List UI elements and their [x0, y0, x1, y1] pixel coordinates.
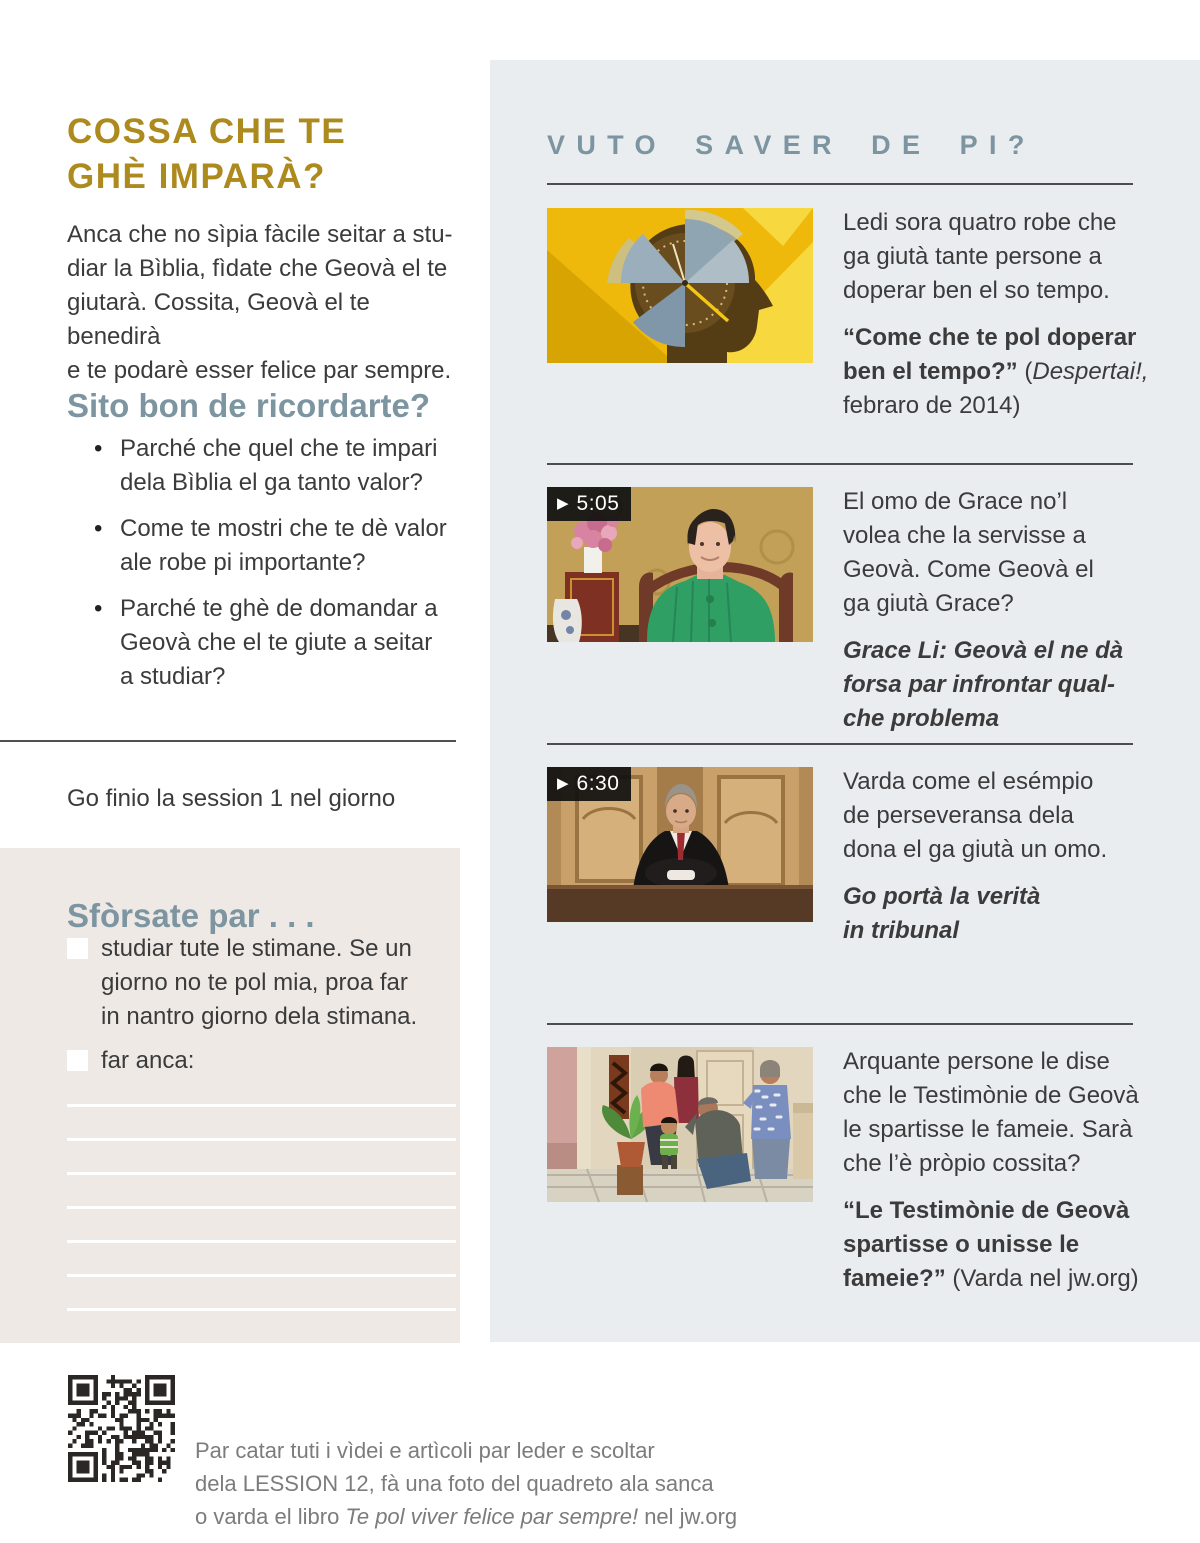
- body-line: ga giutà Grace?: [843, 590, 1014, 617]
- cta-segment: (Varda nel jw.org): [945, 1265, 1139, 1292]
- intro-line: Anca che no sìpia fàcile seitar a stu-: [67, 221, 453, 248]
- bullet-text: [120, 592, 438, 694]
- body-line: ga giutà tante persone a: [843, 243, 1102, 270]
- body-line: Ledi sora quatro robe che: [843, 209, 1117, 236]
- strive-task-row: [67, 932, 417, 1034]
- body-line: Geovà. Come Geovà el: [843, 556, 1094, 583]
- cta-segment: ben el tempo?”: [843, 358, 1018, 385]
- body-line: volea che la servisse a: [843, 522, 1086, 549]
- body-line: le spartisse le fameie. Sarà: [843, 1116, 1133, 1143]
- cta-segment: fameie?”: [843, 1265, 946, 1292]
- body-line: Varda come el esémpio: [843, 768, 1094, 795]
- bullet-line: dela Bìblia el ga tanto valor?: [120, 469, 423, 496]
- article-thumbnail-family[interactable]: [547, 1047, 813, 1202]
- task-line: studiar tute le stimane. Se un: [101, 935, 412, 962]
- writing-line[interactable]: [67, 1206, 456, 1209]
- item-text-block: [843, 485, 1153, 736]
- strive-task-text: [101, 1044, 194, 1078]
- task-line: giorno no te pol mia, proa far: [101, 969, 408, 996]
- lesson-learn-title: [67, 109, 346, 199]
- writing-line[interactable]: [67, 1104, 456, 1107]
- task-line: in nantro giorno dela stimana.: [101, 1003, 418, 1030]
- bullet-line: Geovà che el te giute a seitar: [120, 629, 433, 656]
- left-divider-rule: [0, 740, 456, 742]
- writing-line[interactable]: [67, 1274, 456, 1277]
- intro-line: diar la Bìblia, fìdate che Geovà el te: [67, 255, 448, 282]
- item-divider-rule: [547, 183, 1133, 185]
- video-title-line: forsa par infrontar qual-: [843, 671, 1116, 698]
- qr-code-graphic: [68, 1375, 175, 1482]
- bullet-dot: •: [94, 515, 103, 542]
- body-line: doperar ben el so tempo.: [843, 277, 1110, 304]
- checkbox-empty[interactable]: [67, 938, 88, 959]
- remember-bullet-list: [94, 432, 454, 706]
- lesson-learn-title-line2: GHÈ IMPARÀ?: [67, 157, 326, 197]
- footer-line: Par catar tuti i vìdei e artìcoli par leder e scoltar: [195, 1438, 655, 1463]
- qr-code-icon: [68, 1375, 175, 1482]
- family-doorway-illustration: [547, 1047, 813, 1202]
- item-body: [843, 485, 1153, 621]
- video-duration: 5:05: [576, 492, 620, 515]
- magazine-title: Despertai!,: [1032, 358, 1149, 385]
- item-divider-rule: [547, 1023, 1133, 1025]
- cta-line: “Come che te pol doperar: [843, 324, 1137, 351]
- item-cta: [843, 634, 1153, 736]
- cta-line: [843, 355, 1153, 389]
- bullet-text: [120, 512, 447, 580]
- item-divider-rule: [547, 743, 1133, 745]
- item-divider-rule: [547, 463, 1133, 465]
- writing-line[interactable]: [67, 1172, 456, 1175]
- body-line: El omo de Grace no’l: [843, 488, 1068, 515]
- learn-more-title: VUTO SAVER DE PI?: [547, 130, 1036, 161]
- intro-line: e te podarè esser felice par sempre.: [67, 357, 452, 384]
- writing-line[interactable]: [67, 1308, 456, 1311]
- cta-line: “Le Testimònie de Geovà: [843, 1197, 1130, 1224]
- intro-paragraph: [67, 218, 467, 388]
- strive-panel: [0, 848, 460, 1343]
- footer-line: [195, 1500, 737, 1533]
- item-cta: [843, 880, 1153, 948]
- item-cta: [843, 321, 1153, 423]
- strive-task-text: [101, 932, 417, 1034]
- video-title-line: che problema: [843, 705, 1000, 732]
- checkbox-empty[interactable]: [67, 1050, 88, 1071]
- task-line: far anca:: [101, 1047, 195, 1074]
- bullet-dot: •: [94, 435, 103, 462]
- cta-line: febraro de 2014): [843, 392, 1021, 419]
- bullet-line: a studiar?: [120, 663, 226, 690]
- item-text-block: [843, 1045, 1153, 1296]
- body-line: de perseveransa dela: [843, 802, 1074, 829]
- article-thumbnail-time-management[interactable]: [547, 208, 813, 363]
- video-title-line: in tribunal: [843, 917, 959, 944]
- bullet-line: Parché te ghè de domandar a: [120, 595, 438, 622]
- video-duration-badge: [547, 767, 631, 801]
- video-title-line: Go portà la verità: [843, 883, 1041, 910]
- body-line: che le Testimònie de Geovà: [843, 1082, 1139, 1109]
- intro-line: giutarà. Cossita, Geovà el te benedirà: [67, 289, 370, 350]
- footer-book-title: Te pol viver felice par sempre!: [345, 1504, 639, 1529]
- strive-title: Sfòrsate par . . .: [67, 897, 315, 935]
- body-line: Arquante persone le dise: [843, 1048, 1110, 1075]
- cta-line: spartisse o unisse le: [843, 1231, 1080, 1258]
- item-text-block: [843, 765, 1153, 948]
- video-duration-badge: [547, 487, 631, 521]
- remember-section-title: Sito bon de ricordarte?: [67, 387, 431, 425]
- bullet-line: Come te mostri che te dè valor: [120, 515, 447, 542]
- video-thumbnail-tribunal[interactable]: [547, 767, 813, 922]
- footer-segment: nel jw.org: [638, 1504, 738, 1529]
- body-line: dona el ga giutà un omo.: [843, 836, 1108, 863]
- bullet-item: [94, 592, 454, 694]
- item-body: [843, 765, 1153, 867]
- video-duration: 6:30: [576, 772, 620, 795]
- bullet-dot: •: [94, 595, 103, 622]
- cta-line: [843, 1262, 1153, 1296]
- time-collage-illustration: [547, 208, 813, 363]
- writing-line[interactable]: [67, 1138, 456, 1141]
- writing-line[interactable]: [67, 1240, 456, 1243]
- bullet-line: Parché che quel che te impari: [120, 435, 438, 462]
- cta-segment: (: [1017, 358, 1033, 385]
- play-icon: ▶: [557, 775, 569, 792]
- video-title-line: Grace Li: Geovà el ne dà: [843, 637, 1124, 664]
- footer-line: dela LESSION 12, fà una foto del quadreto ala sanca: [195, 1471, 714, 1496]
- bullet-item: [94, 432, 454, 500]
- footer-segment: o varda el libro: [195, 1504, 346, 1529]
- strive-task-row: [67, 1044, 194, 1078]
- lesson-learn-title-line1: COSSA CHE TE: [67, 112, 347, 152]
- body-line: che l’è pròpio cossita?: [843, 1150, 1081, 1177]
- bullet-item: [94, 512, 454, 580]
- item-cta: [843, 1194, 1153, 1296]
- video-thumbnail-grace-li[interactable]: [547, 487, 813, 642]
- item-body: [843, 1045, 1153, 1181]
- bullet-line: ale robe pi importante?: [120, 549, 366, 576]
- item-text-block: [843, 206, 1153, 423]
- play-icon: ▶: [557, 495, 569, 512]
- bullet-text: [120, 432, 438, 500]
- session-note: Go finio la session 1 nel giorno: [67, 785, 396, 812]
- learn-more-panel: [490, 60, 1200, 1342]
- footer-instructions: [195, 1434, 737, 1533]
- item-body: [843, 206, 1153, 308]
